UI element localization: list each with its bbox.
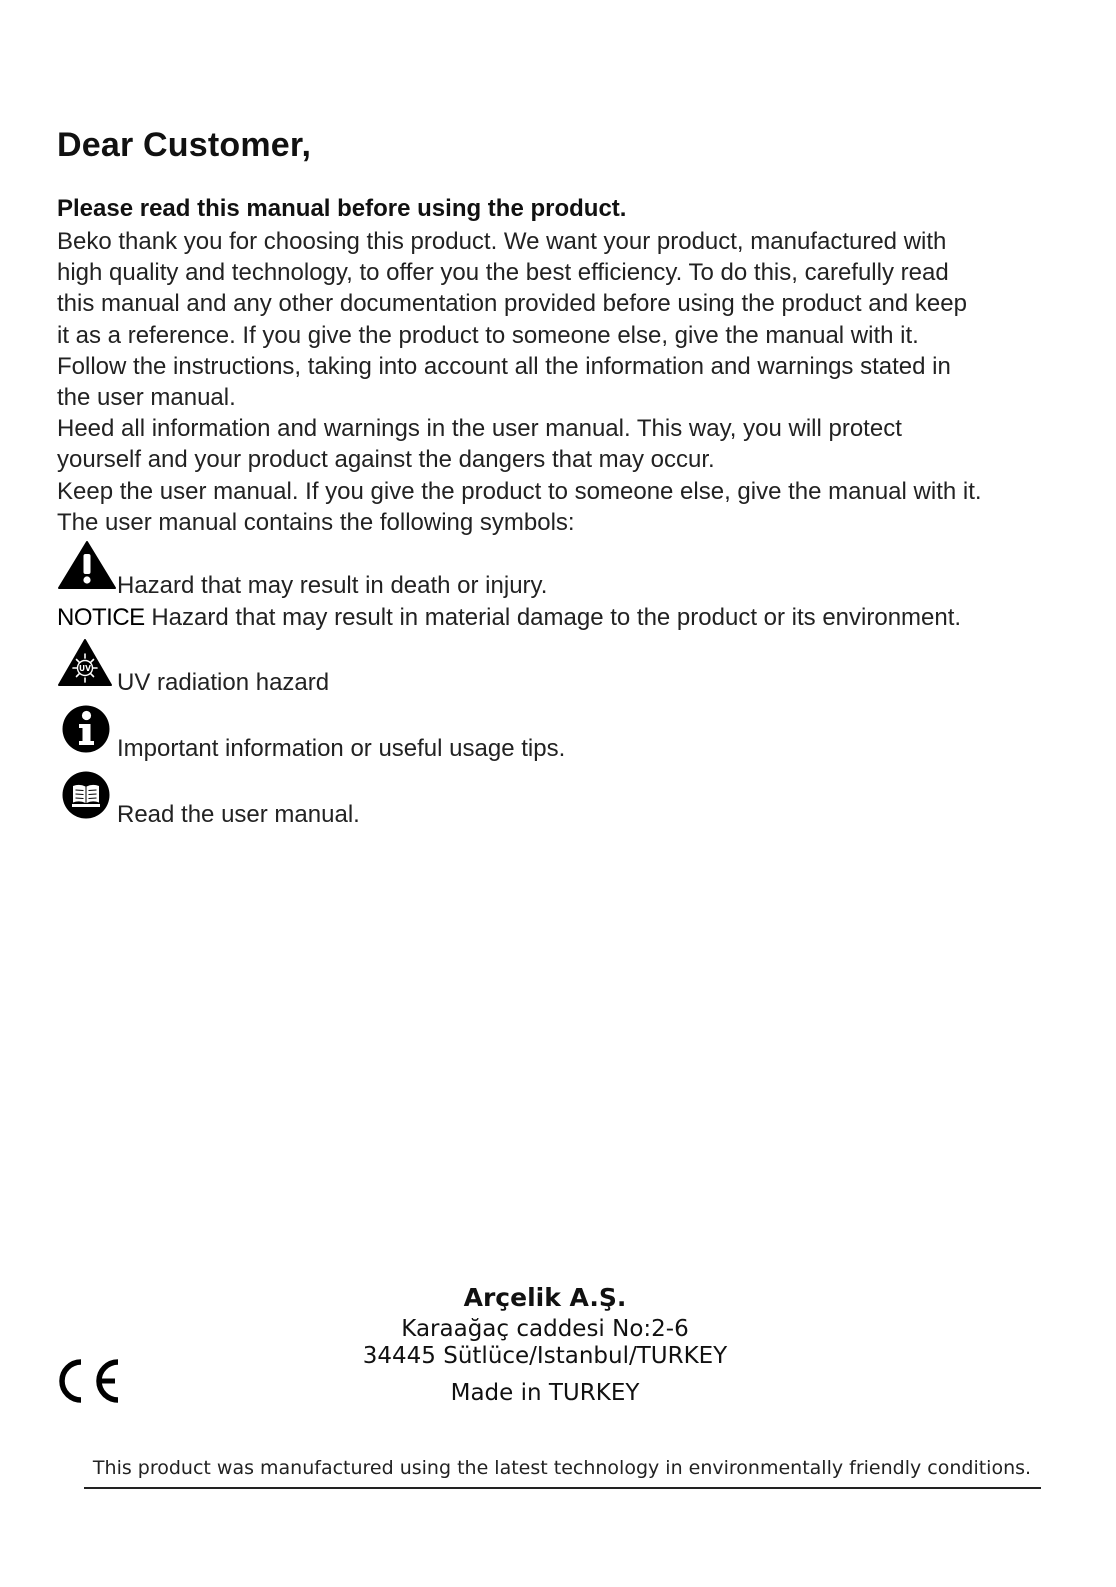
symbol-notice-text: Hazard that may result in material damage to the product or its environment. [151,604,962,631]
warning-triangle-icon [57,540,117,590]
body-line: Heed all information and warnings in the user manual. This way, you will protect [57,415,902,443]
body-line: this manual and any other documentation provided before using the product and keep [57,290,967,318]
body-line: high quality and technology, to offer you the best efficiency. To do this, carefully read [57,259,949,287]
footer-divider [84,1487,1041,1489]
address-street: Karaağaç caddesi No:2-6 [401,1316,689,1342]
body-line: yourself and your product against the dangers that may occur. [57,446,715,474]
environment-note: This product was manufactured using the latest technology in environmentally friendly conditions. [92,1457,1032,1479]
symbol-info-text: Important information or useful usage tips. [117,735,566,762]
lead-instruction: Please read this manual before using the product. [57,195,627,222]
manufacturer-address [330,1280,760,1407]
notice-label: NOTICE [57,604,145,631]
body-line: The user manual contains the following symbols: [57,508,575,536]
company-name: Arçelik A.Ş. [463,1283,627,1312]
symbol-hazard-text: Hazard that may result in death or injury. [117,572,548,599]
body-line: it as a reference. If you give the product to someone else, give the manual with it. [57,321,919,349]
made-in: Made in TURKEY [450,1380,640,1406]
page-heading: Dear Customer, [57,126,312,164]
body-line: Keep the user manual. If you give the product to someone else, give the manual with it. [57,477,982,505]
body-line: the user manual. [57,384,236,412]
symbol-uv-text: UV radiation hazard [117,669,330,696]
body-line: Follow the instructions, taking into account all the information and warnings stated in [57,352,951,380]
symbol-manual-text: Read the user manual. [117,801,360,828]
symbol-uv-row [57,638,657,698]
intro-body [57,226,1067,538]
uv-icon-label: UV [79,664,91,673]
body-line: Beko thank you for choosing this product. We want your product, manufactured with [57,228,947,255]
symbol-notice-row [57,603,1067,635]
symbol-manual-row [57,770,657,830]
book-icon [61,770,111,820]
address-city: 34445 Sütlüce/Istanbul/TURKEY [362,1343,728,1369]
uv-hazard-icon [57,638,113,688]
info-icon [61,704,111,754]
symbol-hazard-row [57,540,1057,600]
symbol-info-row [57,704,757,764]
ce-mark-icon [55,1357,123,1405]
